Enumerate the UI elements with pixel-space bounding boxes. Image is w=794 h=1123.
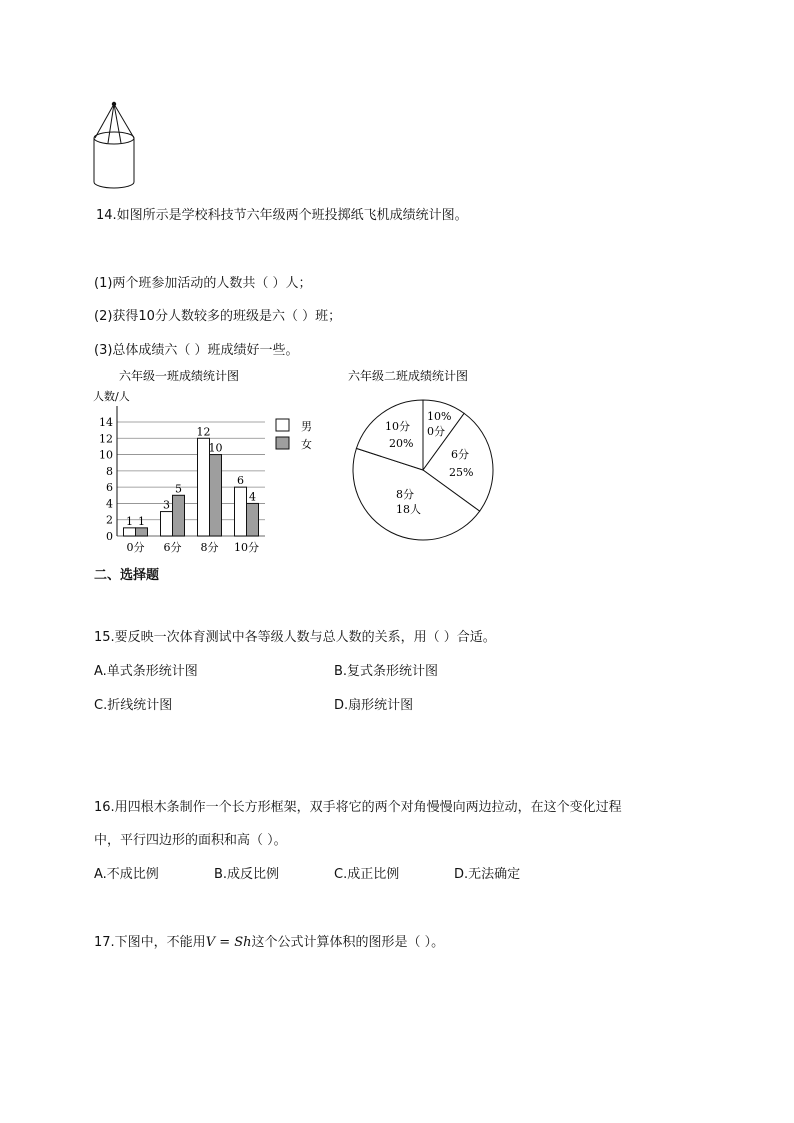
bar	[247, 503, 259, 536]
pie-label-1-pct: 25%	[449, 466, 474, 479]
y-tick-label: 2	[106, 513, 113, 527]
bar	[235, 487, 247, 536]
pie-label-3-score: 10分	[385, 420, 410, 433]
q15-option-a: A.单式条形统计图	[94, 664, 198, 679]
y-tick-label: 6	[106, 481, 113, 495]
bar-chart-ylabel: 人数/人	[93, 390, 130, 403]
q16-stem-line2: 中，平行四边形的面积和高（ ）。	[94, 833, 287, 848]
bar-value-label: 6	[237, 474, 244, 488]
y-tick-label: 4	[106, 497, 113, 511]
q15-stem: 15.要反映一次体育测试中各等级人数与总人数的关系，用（ ）合适。	[94, 630, 496, 645]
pie-chart-class2	[340, 364, 510, 564]
bar-value-label: 12	[196, 425, 211, 439]
y-tick-label: 0	[106, 530, 113, 543]
bar-value-label: 10	[208, 441, 223, 455]
pie-label-0-score: 0分	[427, 425, 445, 438]
bar-chart-title: 六年级一班成绩统计图	[119, 369, 240, 383]
x-tick-label: 10分	[234, 541, 259, 554]
y-tick-label: 10	[99, 448, 113, 462]
x-tick-label: 8分	[200, 541, 219, 554]
bar	[173, 495, 185, 536]
pie-label-2-count: 18人	[396, 503, 421, 516]
q17-formula: V = Sh	[205, 935, 252, 950]
cylinder-hanging-figure	[88, 98, 148, 193]
q14-sub1: (1)两个班参加活动的人数共（ ）人；	[94, 276, 312, 291]
q15-option-d: D.扇形统计图	[334, 698, 414, 713]
q17-stem	[94, 935, 444, 951]
x-tick-label: 0分	[126, 541, 145, 554]
q15-option-b: B.复式条形统计图	[334, 664, 439, 679]
q14-sub3: (3)总体成绩六（ ）班成绩好一些。	[94, 343, 299, 358]
q14-sub2: (2)获得10分人数较多的班级是六（ ）班；	[94, 309, 342, 324]
q17-stem-post: 这个公式计算体积的图形是（ ）。	[251, 935, 445, 950]
legend-swatch-boys	[276, 419, 289, 431]
legend-swatch-girls	[276, 437, 289, 449]
q17-stem-pre: 17.下图中，不能用	[94, 935, 206, 950]
y-tick-label: 12	[99, 432, 113, 446]
bar	[136, 528, 148, 536]
y-tick-label: 8	[106, 464, 113, 478]
bar	[124, 528, 136, 536]
q16-option-c: C.成正比例	[334, 867, 400, 882]
pie-label-3-pct: 20%	[389, 437, 414, 450]
q16-option-b: B.成反比例	[214, 867, 280, 882]
q15-option-c: C.折线统计图	[94, 698, 173, 713]
x-tick-label: 6分	[163, 541, 182, 554]
bar	[210, 455, 222, 536]
bar-value-label: 3	[163, 498, 170, 512]
q16-option-d: D.无法确定	[454, 867, 521, 882]
y-tick-label: 14	[99, 416, 113, 429]
pie-label-1-score: 6分	[451, 448, 469, 461]
pie-label-0-pct: 10%	[427, 410, 452, 423]
q16-stem-line1: 16.用四根木条制作一个长方形框架，双手将它的两个对角慢慢向两边拉动，在这个变化过程	[94, 800, 622, 815]
legend-label-girls: 女	[301, 438, 312, 451]
legend-label-boys: 男	[301, 420, 312, 433]
q16-option-a: A.不成比例	[94, 867, 159, 882]
pie-chart-title: 六年级二班成绩统计图	[348, 369, 469, 383]
section-title: 二、选择题	[94, 568, 160, 583]
pie-label-2-score: 8分	[396, 488, 414, 501]
bar-chart-class1	[85, 364, 335, 564]
q14-stem: 14.如图所示是学校科技节六年级两个班投掷纸飞机成绩统计图。	[96, 208, 468, 223]
bar-value-label: 5	[175, 482, 182, 496]
bar-value-label: 1	[138, 514, 145, 528]
bar-value-label: 1	[126, 514, 133, 528]
bar-value-label: 4	[249, 490, 256, 504]
bar	[161, 512, 173, 536]
